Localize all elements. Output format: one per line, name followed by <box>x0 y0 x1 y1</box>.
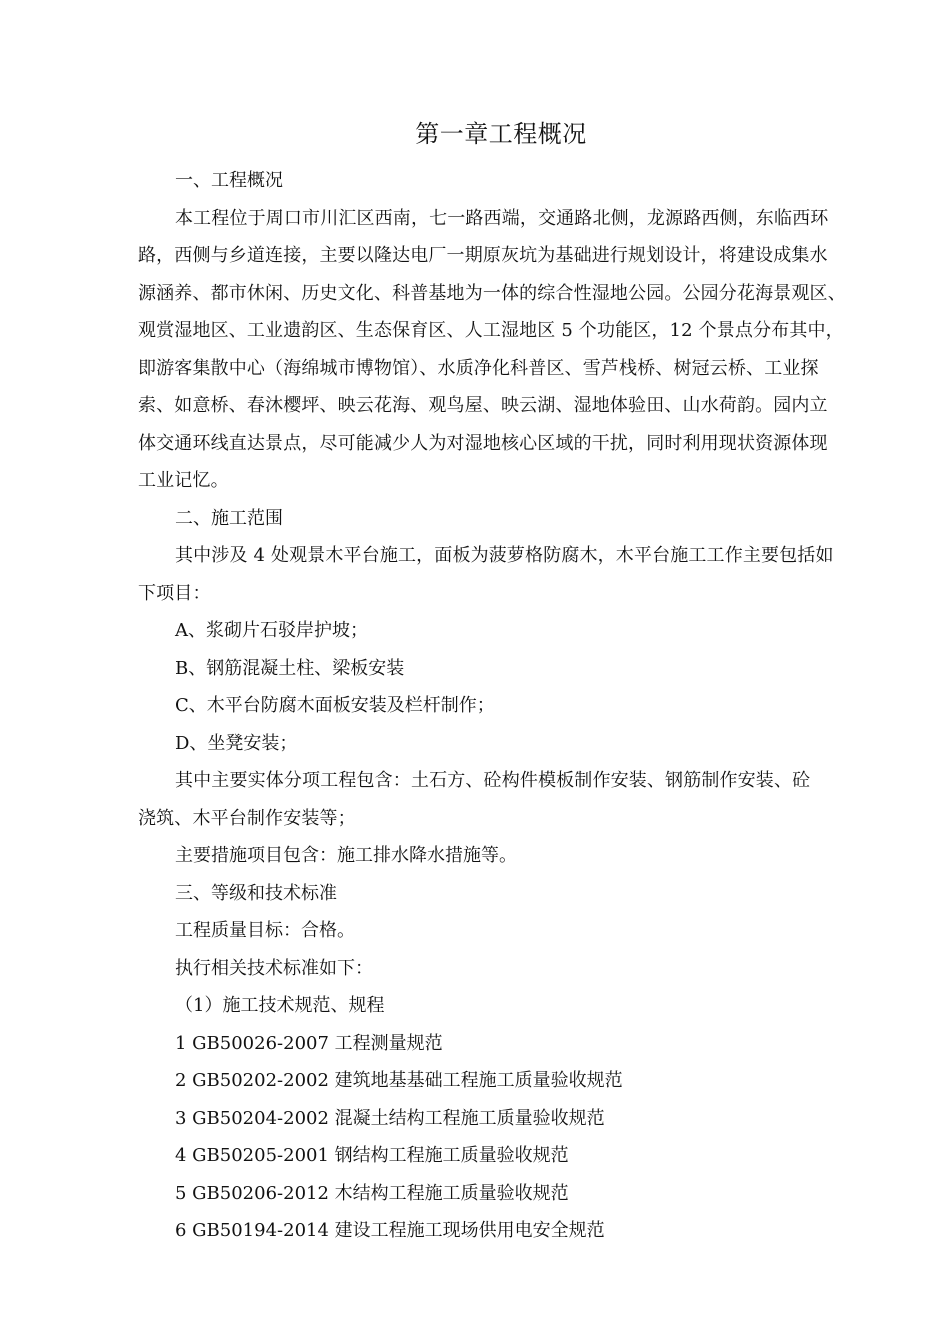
paragraph-line: 源涵养、都市休闲、历史文化、科普基地为一体的综合性湿地公园。公园分花海景观区、 <box>138 282 846 304</box>
document-body <box>138 162 878 1250</box>
standard-item: 5 GB50206-2012 木结构工程施工质量验收规范 <box>175 1182 569 1204</box>
standard-item: 2 GB50202-2002 建筑地基基础工程施工质量验收规范 <box>175 1070 623 1091</box>
paragraph-line: 浇筑、木平台制作安装等； <box>138 807 356 829</box>
paragraph-line: 下项目： <box>138 582 211 604</box>
paragraph-line: 即游客集散中心（海绵城市博物馆）、水质净化科普区、雪芦栈桥、树冠云桥、工业探 <box>138 357 819 379</box>
section-heading-standards: 三、等级和技术标准 <box>175 882 337 904</box>
measures-line: 主要措施项目包含：施工排水降水措施等。 <box>175 845 517 866</box>
chapter-title: 第一章工程概况 <box>415 120 587 148</box>
section-heading-overview: 一、工程概况 <box>175 170 283 191</box>
paragraph-line: 工业记忆。 <box>138 470 229 491</box>
standard-item: 6 GB50194-2014 建设工程施工现场供用电安全规范 <box>175 1220 605 1241</box>
scope-item: C、木平台防腐木面板安装及栏杆制作； <box>175 695 495 716</box>
scope-item: B、钢筋混凝土柱、梁板安装 <box>175 657 405 679</box>
quality-target: 工程质量目标：合格。 <box>175 920 355 941</box>
scope-item: A、浆砌片石驳岸护坡； <box>175 620 368 641</box>
section-heading-scope: 二、施工范围 <box>175 507 283 529</box>
standards-intro: 执行相关技术标准如下： <box>175 957 373 979</box>
paragraph-line: 路，西侧与乡道连接，主要以隆达电厂一期原灰坑为基础进行规划设计，将建设成集水 <box>138 245 828 266</box>
sub-heading-specs: （1）施工技术规范、规程 <box>175 995 385 1016</box>
paragraph-line: 其中涉及 4 处观景木平台施工，面板为菠萝格防腐木，木平台施工工作主要包括如 <box>175 545 834 566</box>
standard-item: 1 GB50026-2007 工程测量规范 <box>175 1032 443 1054</box>
paragraph-line: 体交通环线直达景点，尽可能减少人为对湿地核心区域的干扰，同时利用现状资源体现 <box>138 432 828 454</box>
paragraph-line: 观赏湿地区、工业遗韵区、生态保育区、人工湿地区 5 个功能区，12 个景点分布其中， <box>138 320 844 341</box>
paragraph-line: 其中主要实体分项工程包含：土石方、砼构件模板制作安装、钢筋制作安装、砼 <box>175 770 811 791</box>
paragraph-line: 本工程位于周口市川汇区西南，七一路西端，交通路北侧，龙源路西侧，东临西环 <box>175 207 829 229</box>
scope-item: D、坐凳安装； <box>175 732 298 754</box>
paragraph-line: 索、如意桥、春沐樱坪、映云花海、观鸟屋、映云湖、湿地体验田、山水荷韵。园内立 <box>138 395 828 416</box>
standard-item: 3 GB50204-2002 混凝土结构工程施工质量验收规范 <box>175 1107 605 1129</box>
standard-item: 4 GB50205-2001 钢结构工程施工质量验收规范 <box>175 1145 569 1166</box>
